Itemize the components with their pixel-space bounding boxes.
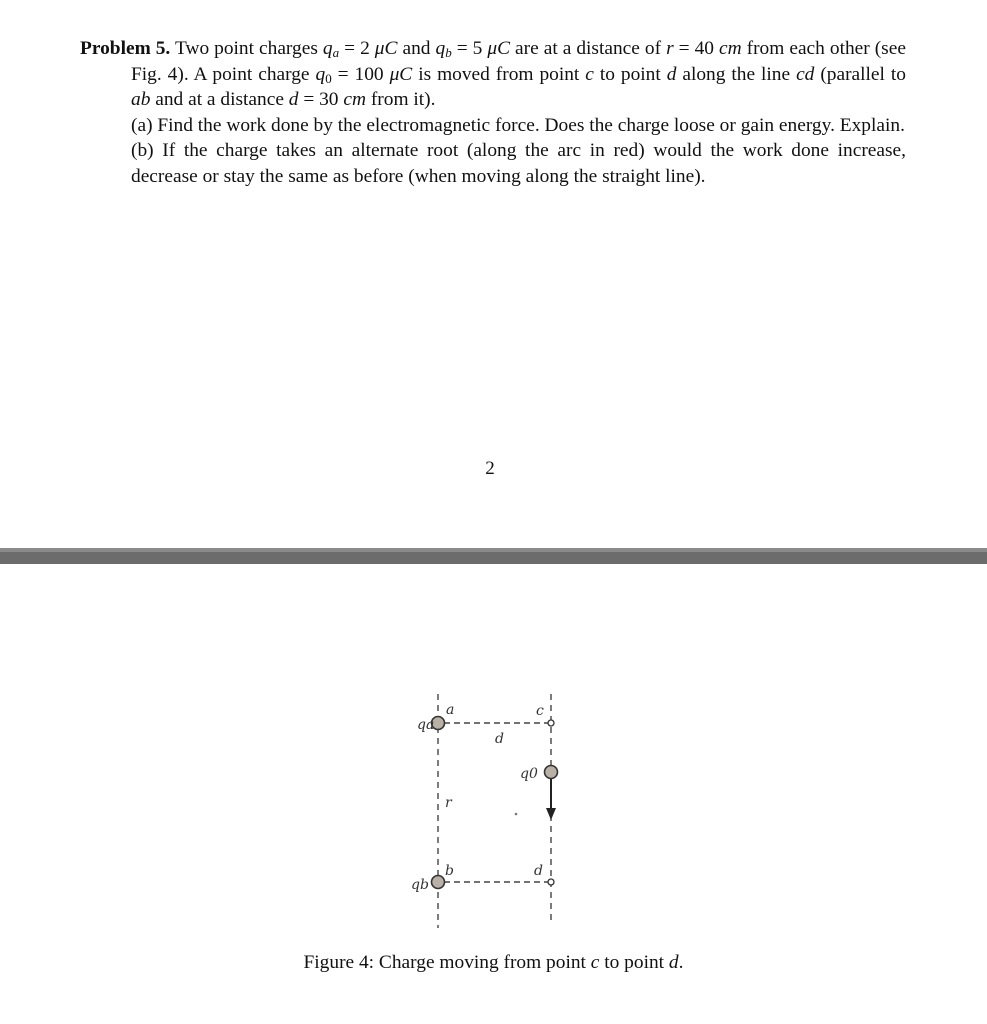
label-r: r (445, 795, 452, 811)
point-c-marker (548, 720, 554, 726)
text: (parallel to (820, 63, 906, 85)
line-cd: cd (796, 63, 815, 85)
caption-period: . (678, 952, 684, 973)
problem-heading: Problem 5. (80, 38, 171, 59)
unit: μC (389, 63, 413, 85)
point-c: c (585, 63, 594, 85)
label-d-bottom: d (534, 863, 543, 879)
d-value: = 30 (298, 89, 344, 111)
unit: cm (719, 38, 742, 59)
text: along the line (682, 63, 791, 85)
label-qa: qa (417, 717, 435, 733)
label-c: c (536, 703, 544, 719)
q0-subscript: 0 (325, 70, 332, 86)
point-d: d (666, 63, 677, 85)
label-qb: qb (411, 877, 429, 893)
page-number: 2 (485, 458, 495, 479)
problem-paragraph (80, 36, 906, 113)
qa-value: = 2 (339, 38, 375, 59)
d-symbol: d (288, 89, 299, 111)
charge-diagram (400, 688, 580, 932)
label-d-top: d (495, 731, 504, 747)
r-symbol: r (666, 38, 674, 59)
charge-q0 (545, 766, 558, 779)
text: is moved from point (418, 63, 580, 85)
caption-point-c: c (590, 952, 600, 973)
text: and at a distance (155, 89, 284, 111)
q0-value: = 100 (331, 63, 390, 85)
q0-symbol: q (315, 63, 326, 85)
unit: μC (374, 38, 398, 59)
label-q0: q0 (520, 766, 538, 782)
point-d-marker (548, 879, 554, 885)
text: and (402, 38, 431, 59)
part-b: (b) If the charge takes an alternate root (along the arc in red) would the work done increase, decrease or stay the same as before (when moving along the straight line). (131, 140, 906, 187)
qb-symbol: q (435, 38, 446, 59)
r-value: = 40 (673, 38, 719, 59)
figure-4 (400, 688, 580, 932)
text: to (599, 63, 615, 85)
text: point (620, 63, 661, 85)
charge-qb (432, 876, 445, 889)
qa-symbol: q (322, 38, 333, 59)
text: are at a distance of (515, 38, 662, 59)
caption-point-d: d (668, 952, 679, 973)
caption-text: Figure 4: Charge moving from point (303, 952, 586, 973)
label-b: b (445, 863, 454, 879)
caption-text: to point (604, 952, 665, 973)
qa-subscript: a (332, 45, 340, 60)
line-ab: ab (131, 89, 151, 111)
unit: μC (487, 38, 511, 59)
qb-subscript: b (445, 45, 452, 60)
text: from it). (370, 89, 436, 111)
arrow-down-icon (546, 808, 556, 820)
page-separator (0, 548, 987, 564)
figure-caption (0, 952, 987, 974)
label-a: a (446, 702, 455, 718)
unit: cm (343, 89, 366, 111)
qb-value: = 5 (451, 38, 488, 59)
text: Two point charges (174, 38, 318, 59)
stray-dot (515, 813, 518, 816)
part-a: (a) Find the work done by the electromagnetic force. Does the charge loose or gain energy. Explain. (131, 114, 905, 136)
text: from each other (see Fig. 4). A point charge (131, 38, 906, 85)
problem-statement (80, 36, 906, 190)
